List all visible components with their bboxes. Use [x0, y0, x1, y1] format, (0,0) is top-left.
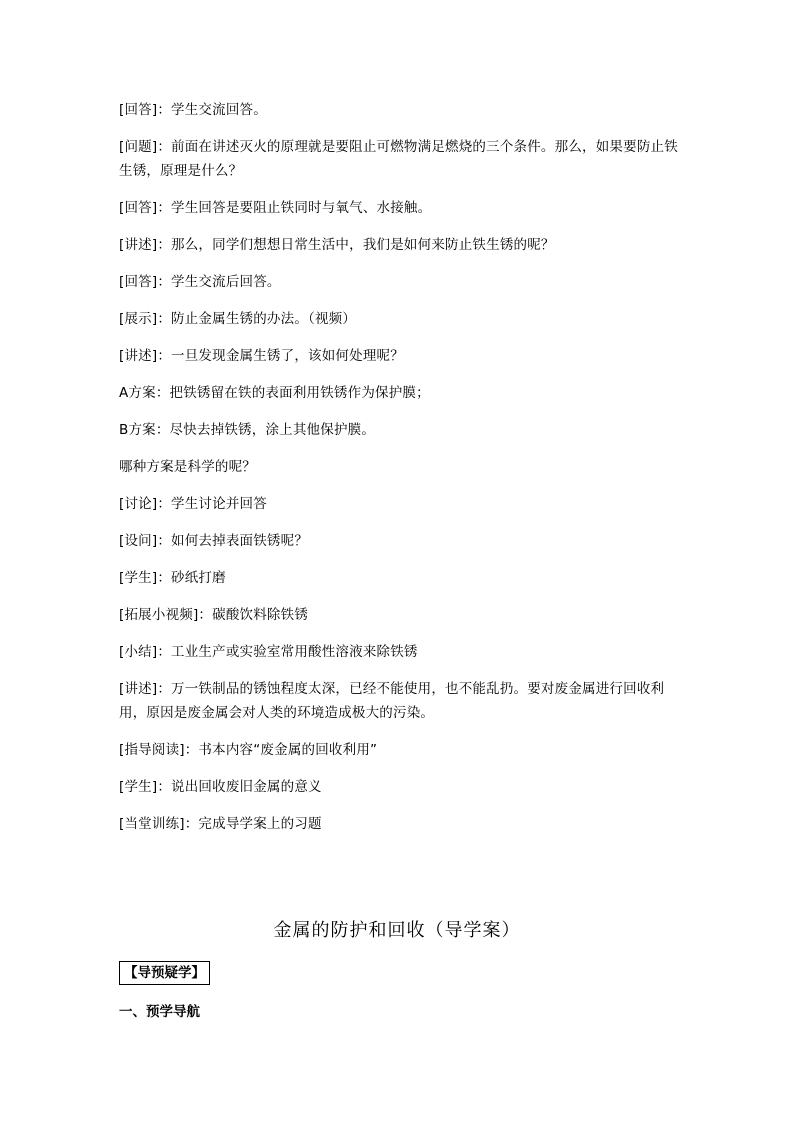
paragraph-question-2: [设问]：如何去掉表面铁锈呢？ [119, 533, 309, 549]
paragraph-practice: [当堂训练]：完成导学案上的习题 [119, 816, 322, 832]
paragraph-extension-video: [拓展小视频]：碳酸饮料除铁锈 [119, 607, 309, 623]
paragraph-which-plan: 哪种方案是科学的呢？ [119, 459, 256, 475]
paragraph-student-1: [学生]：砂纸打磨 [119, 570, 226, 586]
paragraph-guided-reading: [指导阅读]：书本内容“废金属的回收利用” [119, 742, 378, 758]
section-heading: 【导预疑学】 [119, 961, 210, 985]
paragraph-discussion: [讨论]：学生讨论并回答 [119, 496, 267, 512]
paragraph-narration-3: [讲述]：万一铁制品的锈蚀程度太深，已经不能使用，也不能乱扔。要对废金属进行回收利用，原因是废金属会对人类的环境造成极大的污染。 [119, 681, 665, 721]
paragraph-answer-2: [回答]：学生回答是要阻止铁同时与氧气、水接触。 [119, 200, 432, 216]
paragraph-summary: [小结]：工业生产或实验室常用酸性溶液来除铁锈 [119, 644, 418, 660]
subsection-heading: 一、预学导航 [119, 1004, 200, 1020]
paragraph-plan-a: A方案：把铁锈留在铁的表面利用铁锈作为保护膜； [119, 385, 430, 401]
paragraph-narration-2: [讲述]：一旦发现金属生锈了，该如何处理呢？ [119, 348, 404, 364]
paragraph-student-2: [学生]：说出回收废旧金属的意义 [119, 779, 322, 795]
paragraph-display: [展示]：防止金属生锈的办法。（视频） [119, 311, 357, 327]
paragraph-answer-1: [回答]：学生交流回答。 [119, 102, 267, 118]
paragraph-answer-3: [回答]：学生交流后回答。 [119, 274, 281, 290]
lesson-dialogue [119, 98, 679, 849]
page-title: 金属的防护和回收（导学案） [273, 920, 521, 941]
paragraph-question-1: [问题]：前面在讲述灭火的原理就是要阻止可燃物满足燃烧的三个条件。那么，如果要防止铁生锈，原理是什么？ [119, 139, 678, 179]
paragraph-narration-1: [讲述]：那么，同学们想想日常生活中，我们是如何来防止铁生锈的呢？ [119, 237, 555, 253]
paragraph-plan-b: B方案：尽快去掉铁锈，涂上其他保护膜。 [119, 422, 376, 438]
